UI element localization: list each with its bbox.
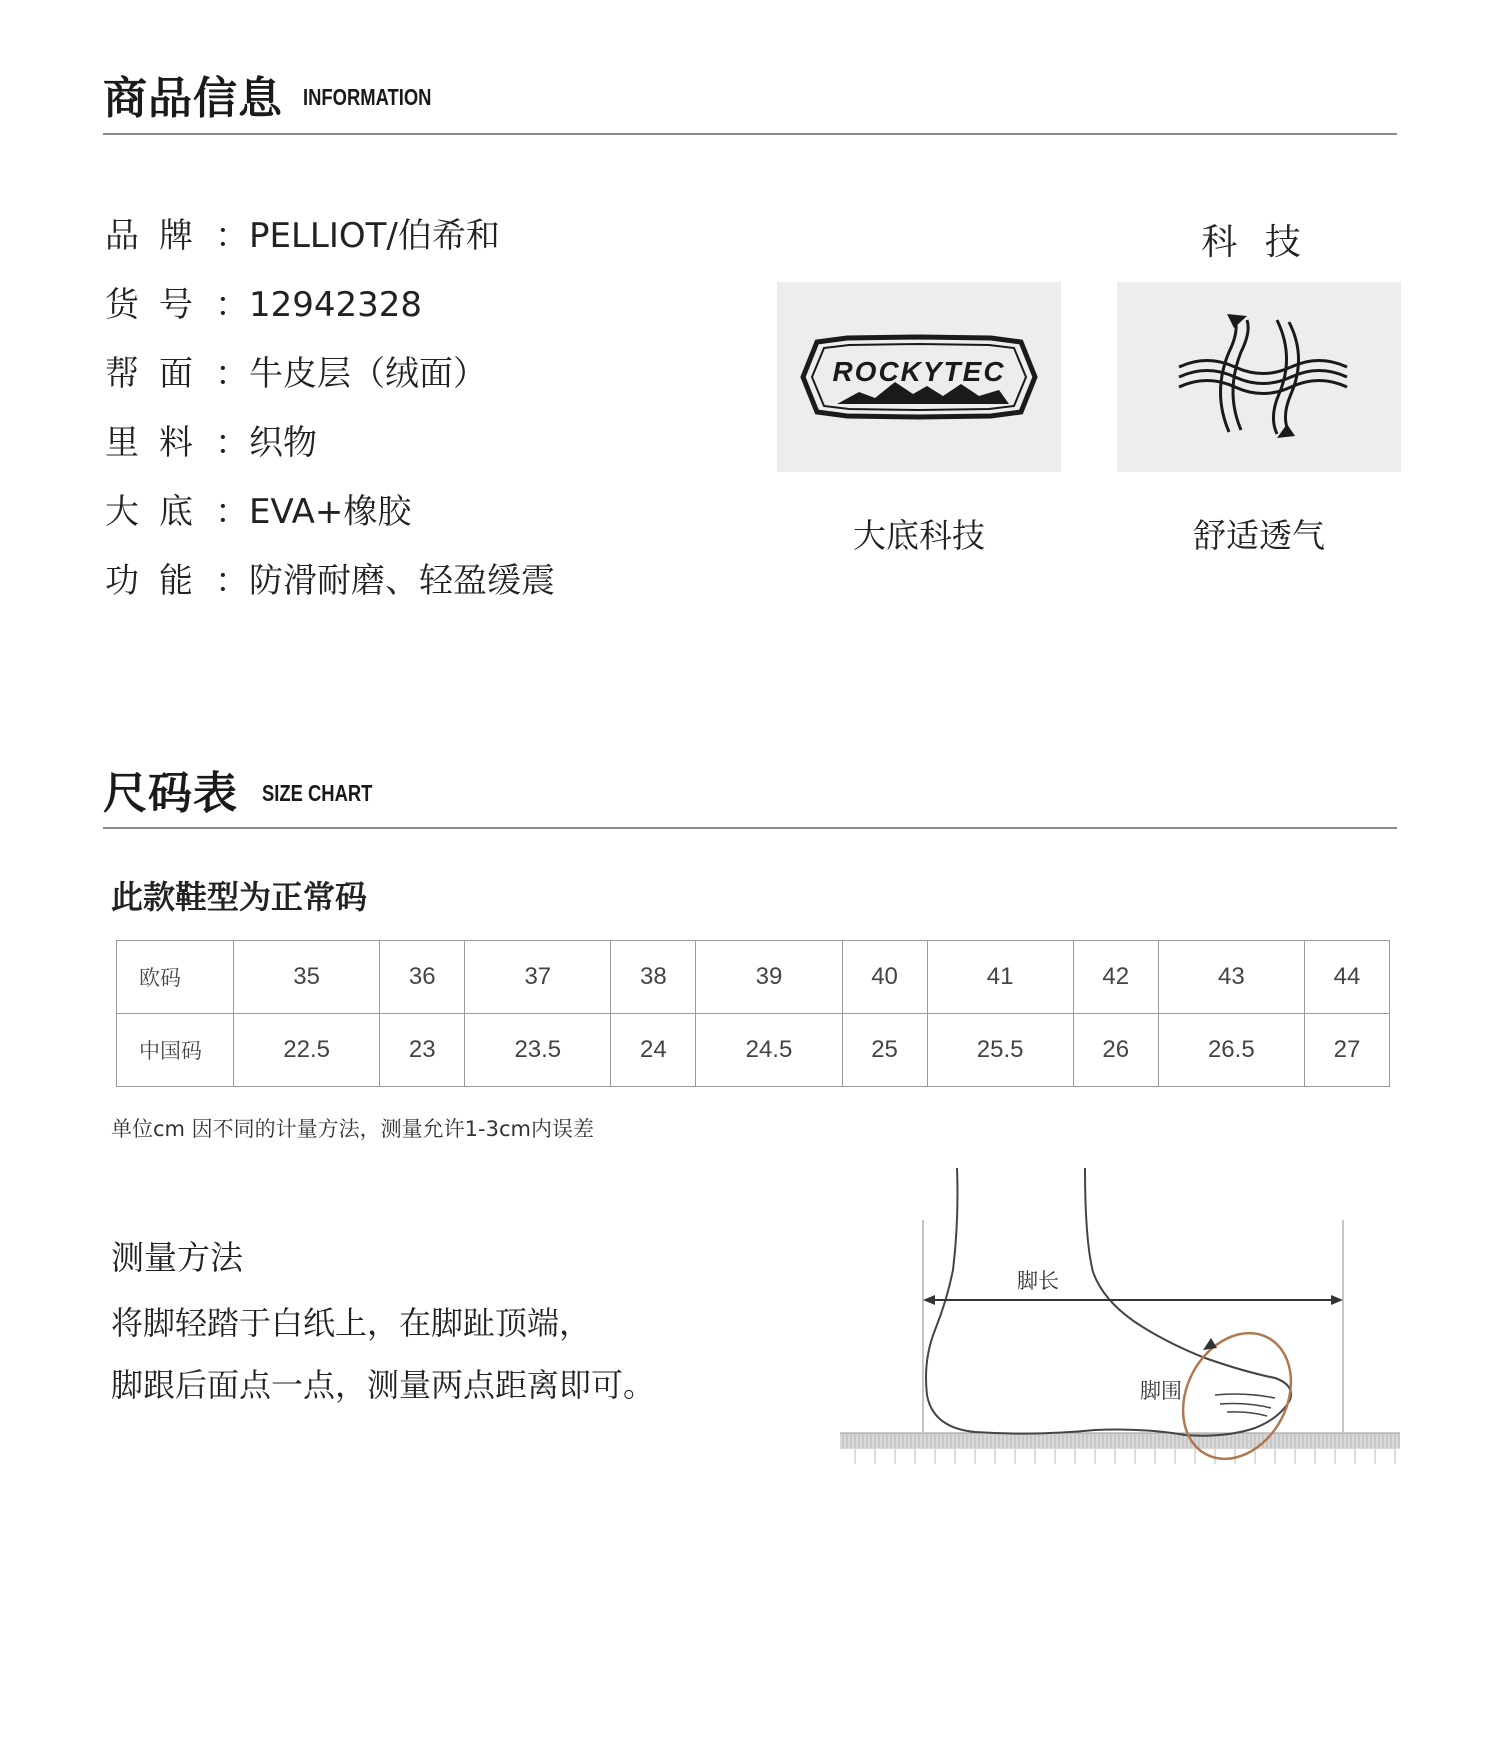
size-title: 尺码表 <box>103 768 238 819</box>
rockytec-box <box>777 282 1061 472</box>
info-separator: ： <box>215 354 249 394</box>
measure-line-2: 脚跟后面点一点，测量两点距离即可。 <box>111 1366 656 1404</box>
table-row <box>117 1014 1390 1087</box>
rockytec-logo-text: ROCKYTEC <box>832 356 1006 387</box>
cell: 22.5 <box>234 1014 380 1087</box>
info-separator: ： <box>215 561 249 601</box>
info-row-brand <box>105 208 555 277</box>
cell: 25 <box>842 1014 927 1087</box>
info-row-item-number <box>105 277 555 346</box>
info-title: 商品信息 <box>103 73 283 124</box>
info-label: 大底 <box>105 492 213 532</box>
cell: 23 <box>380 1014 465 1087</box>
tech-heading: 科 技 <box>1201 222 1309 263</box>
cell: 35 <box>234 941 380 1014</box>
cell: 24.5 <box>696 1014 842 1087</box>
size-table <box>116 940 1390 1087</box>
info-row-function <box>105 553 555 622</box>
info-label: 货号 <box>105 285 213 325</box>
row-header-cn: 中国码 <box>117 1014 234 1087</box>
cell: 42 <box>1073 941 1158 1014</box>
info-separator: ： <box>215 423 249 463</box>
info-row-lining <box>105 415 555 484</box>
cell: 44 <box>1304 941 1389 1014</box>
cell: 36 <box>380 941 465 1014</box>
fit-note: 此款鞋型为正常码 <box>111 878 368 916</box>
size-title-en: SIZE CHART <box>262 780 373 806</box>
size-divider <box>103 827 1397 829</box>
cell: 43 <box>1158 941 1304 1014</box>
info-value: 织物 <box>249 423 317 463</box>
foot-girth-label: 脚围 <box>1140 1379 1182 1403</box>
cell: 37 <box>465 941 611 1014</box>
measure-title: 测量方法 <box>111 1238 243 1277</box>
cell: 27 <box>1304 1014 1389 1087</box>
cell: 23.5 <box>465 1014 611 1087</box>
info-label: 里料 <box>105 423 213 463</box>
cell: 41 <box>927 941 1073 1014</box>
cell: 39 <box>696 941 842 1014</box>
info-separator: ： <box>215 492 249 532</box>
cell: 25.5 <box>927 1014 1073 1087</box>
info-value: 12942328 <box>249 285 423 325</box>
info-separator: ： <box>215 285 249 325</box>
breathable-airflow-icon <box>1117 282 1401 472</box>
breathable-box <box>1117 282 1401 472</box>
info-value: 牛皮层（绒面） <box>249 354 487 394</box>
info-list <box>105 208 555 622</box>
cell: 26.5 <box>1158 1014 1304 1087</box>
foot-diagram <box>835 1160 1405 1480</box>
cell: 40 <box>842 941 927 1014</box>
info-value: 防滑耐磨、轻盈缓震 <box>249 561 555 601</box>
tech-caption-outsole: 大底科技 <box>853 516 985 555</box>
row-header-eu: 欧码 <box>117 941 234 1014</box>
foot-length-label: 脚长 <box>1017 1269 1059 1293</box>
info-row-outsole <box>105 484 555 553</box>
cell: 24 <box>611 1014 696 1087</box>
cell: 38 <box>611 941 696 1014</box>
rockytec-logo-icon <box>777 282 1061 472</box>
cell: 26 <box>1073 1014 1158 1087</box>
info-label: 功能 <box>105 561 213 601</box>
measure-line-1: 将脚轻踏于白纸上，在脚趾顶端， <box>111 1304 592 1342</box>
foot-measurement-diagram-icon <box>835 1160 1405 1480</box>
info-title-en: INFORMATION <box>303 84 432 110</box>
info-value: PELLIOT/伯希和 <box>249 216 500 256</box>
info-label: 品牌 <box>105 216 213 256</box>
table-row <box>117 941 1390 1014</box>
tech-caption-breathable: 舒适透气 <box>1193 516 1325 555</box>
info-divider <box>103 133 1397 135</box>
info-row-upper <box>105 346 555 415</box>
unit-note: 单位cm 因不同的计量方法，测量允许1-3cm内误差 <box>111 1117 594 1141</box>
info-value: EVA+橡胶 <box>249 492 412 532</box>
info-separator: ： <box>215 216 249 256</box>
info-label: 帮面 <box>105 354 213 394</box>
